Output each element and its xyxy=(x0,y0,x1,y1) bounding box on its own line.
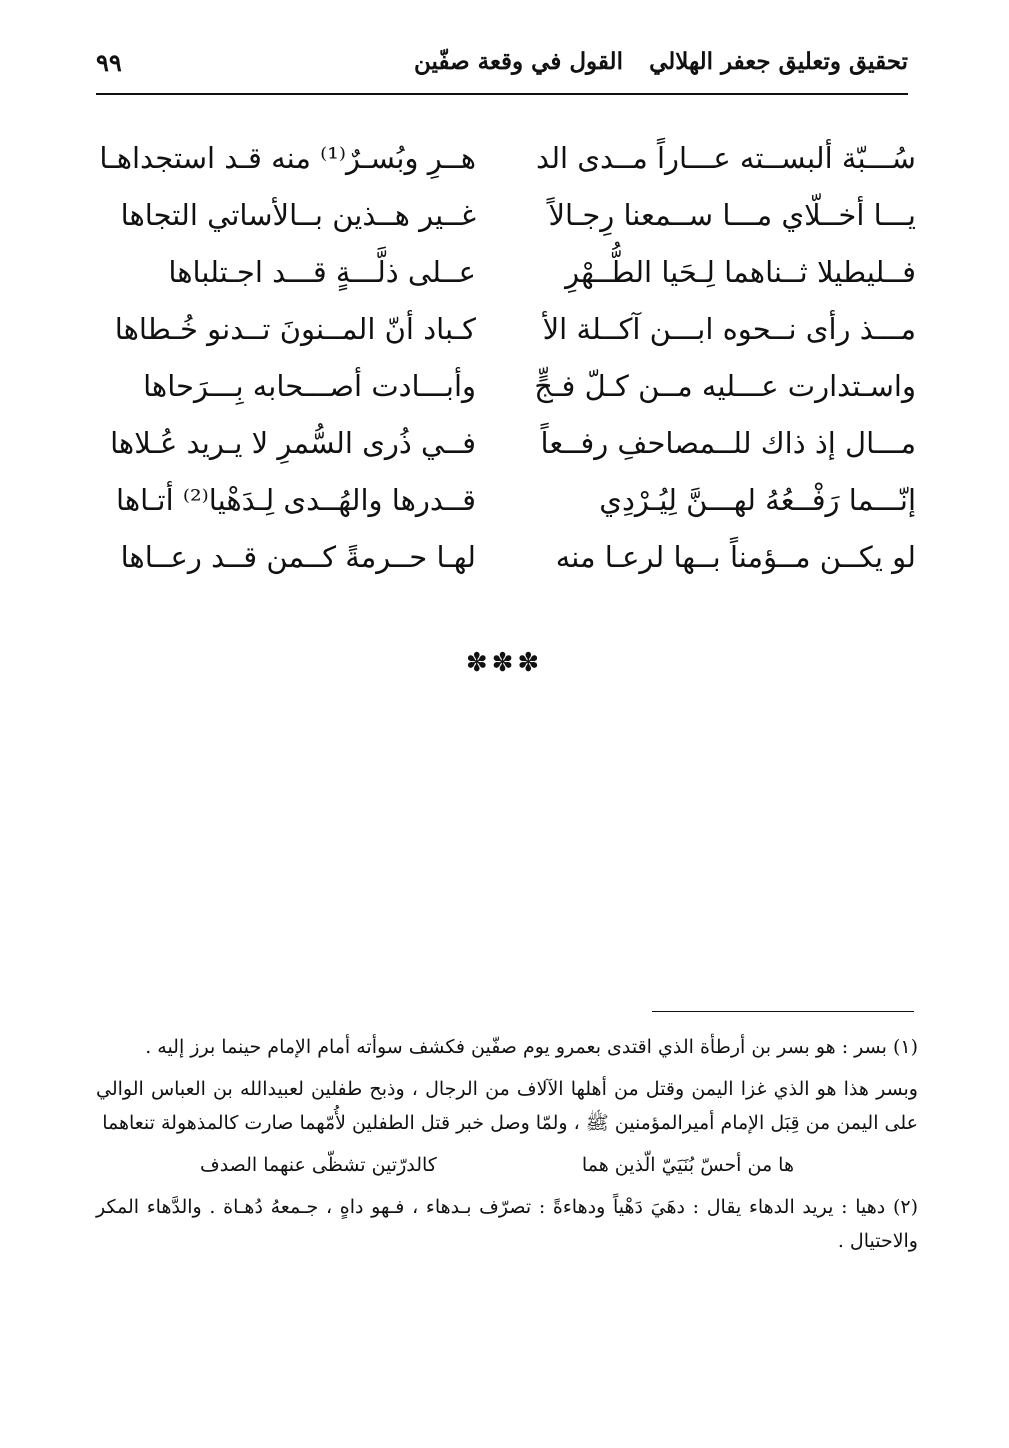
footnotes xyxy=(96,1030,918,1266)
verse-first-hemistich: سُـــبّة ألبســته عـــاراً مــدى الد xyxy=(535,141,916,175)
footnote-divider xyxy=(652,1011,914,1012)
header-divider xyxy=(96,93,908,95)
verse-line xyxy=(96,472,916,529)
footnote-verse-second-hemistich: كالدرّتين تشظّى عنهما الصدف xyxy=(200,1154,437,1176)
book-title: تحقيق وتعليق جعفر الهلالي xyxy=(649,48,908,75)
footnote-1: (١) بسر : هو بسر بن أرطأة الذي اقتدى بعمرو يوم صفّين فكشف سوأته أمام الإمام حينما برز إليه . xyxy=(145,1036,918,1058)
verse-line xyxy=(96,529,916,586)
verse-first-hemistich: إنّـــما رَفْــعُهُ لهـــنَّ لِيُـرْدِي xyxy=(599,483,916,517)
verse-first-hemistich: مـــال إذ ذاك للــمصاحفِ رفــعاً xyxy=(540,426,916,460)
verse-second-hemistich: كـباد أنّ المــنونَ تــدنو خُـطاها xyxy=(114,312,476,346)
verse-second-hemistich: قــدرها والهُــدى لِـدَهْيا⁽²⁾ أتـاها xyxy=(116,483,476,517)
verse-line xyxy=(96,415,916,472)
verse-second-hemistich: غــير هــذين بــالأساتي التجاها xyxy=(120,198,476,232)
verse-line xyxy=(96,130,916,187)
verse-line xyxy=(96,358,916,415)
footnote-verse xyxy=(96,1148,918,1186)
footnote-2: (٢) دهيا : يريد الدهاء يقال : دهَيَ دَهْياً ودهاءةً : تصرّف بـدهاء ، فـهو داهٍ ، جـمعهُ دُهـاة . والدَّهاء المكر والاحتيال . xyxy=(96,1196,918,1252)
verse-second-hemistich: وأبـــادت أصـــحابه بِـــرَحاها xyxy=(143,369,476,403)
verse-second-hemistich: فــي ذُرى السُّمرِ لا يـريد عُـلاها xyxy=(110,426,476,460)
verse-first-hemistich: فــليطيلا ثــناهما لِـحَيا الطُّــهْرِ xyxy=(565,255,916,289)
page-number: ٩٩ xyxy=(96,48,122,77)
verse-line xyxy=(96,187,916,244)
page-header xyxy=(96,40,908,90)
verse-line xyxy=(96,301,916,358)
section-separator: ✽✽✽ xyxy=(465,648,544,678)
verse-line xyxy=(96,244,916,301)
poem xyxy=(96,130,916,586)
verse-second-hemistich: لهـا حــرمةً كــمن قــد رعــاها xyxy=(120,540,476,574)
verse-second-hemistich: هــرِ وبُسـرٌ⁽¹⁾ منه قـد استجداهـا xyxy=(99,141,476,175)
verse-second-hemistich: عــلى ذلَّـــةٍ قـــد اجـتلباها xyxy=(168,255,476,289)
footnote-1-continuation: وبسر هذا هو الذي غزا اليمن وقتل من أهلها الآلاف من الرجال ، وذبح طفلين لعبيدالله بن العباس الوالي على اليمن من قِبَل الإمام أميرالمؤمنين ﷺ ، ولمّا وصل خبر قتل الطفلين لأُمّهما صارت كالمذهولة تنعاهما xyxy=(96,1078,918,1134)
verse-first-hemistich: لو يكــن مــؤمناً بــها لرعـا منه xyxy=(555,540,916,574)
verse-first-hemistich: مـــذ رأى نــحوه ابـــن آكــلة الأ xyxy=(542,312,916,346)
verse-first-hemistich: يـــا أخــلّاي مـــا ســمعنا رِجـالاً xyxy=(548,198,916,232)
footnote-verse-first-hemistich: ها من أحسّ بُنَيَيّ الّذين هما xyxy=(581,1154,794,1176)
chapter-title: القول في وقعة صفّين xyxy=(414,48,623,75)
verse-first-hemistich: واسـتدارت عـــليه مــن كـلّ فـجٍّ xyxy=(534,369,916,403)
